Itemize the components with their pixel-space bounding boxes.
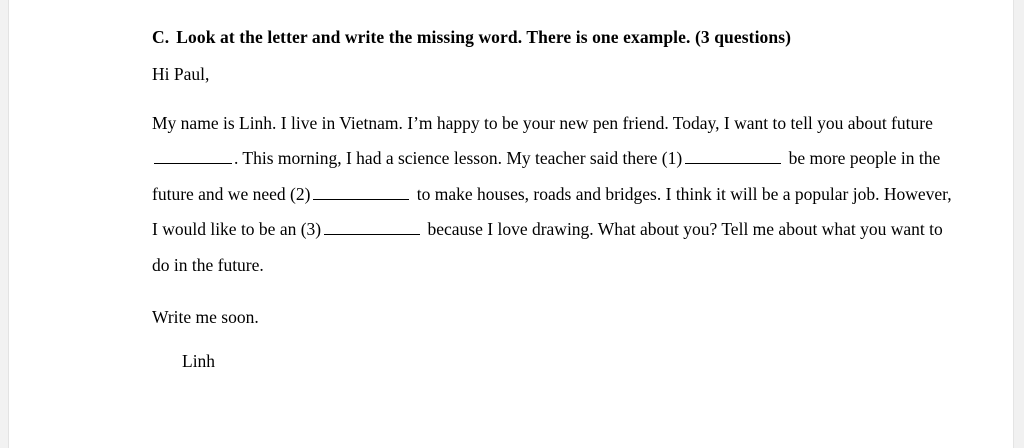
letter-signature: Linh <box>182 351 216 372</box>
exercise-label: C. <box>152 27 170 47</box>
letter-text-part-5: because I love drawing. What about you? Tell me about what you want to do in the future. <box>152 219 943 275</box>
answer-blank-3[interactable] <box>324 218 420 236</box>
letter-text-part-1: My name is Linh. I live in Vietnam. I’m happy to be your new pen friend. Today, I want to tell you about future <box>152 113 933 134</box>
answer-blank-2[interactable] <box>313 182 409 200</box>
document-content <box>152 26 958 374</box>
answer-blank-example[interactable] <box>154 147 232 165</box>
letter-text-part-3: be more people in the future and we need (2) <box>152 148 941 204</box>
letter-body-paragraph <box>152 106 958 283</box>
letter-closing: Write me soon. <box>152 306 259 327</box>
page-left-edge <box>0 0 9 448</box>
exercise-heading <box>152 26 958 50</box>
letter-text-part-2: . This morning, I had a science lesson. My teacher said there (1) <box>234 148 683 169</box>
page-right-edge <box>1013 0 1024 448</box>
exercise-instruction: Look at the letter and write the missing word. There is one example. (3 questions) <box>176 27 792 47</box>
answer-blank-1[interactable] <box>685 147 781 165</box>
letter-salutation: Hi Paul, <box>152 63 210 84</box>
letter-text-part-4: to make houses, roads and bridges. I think it will be a popular job. However, I would like to be an (3) <box>152 183 952 240</box>
